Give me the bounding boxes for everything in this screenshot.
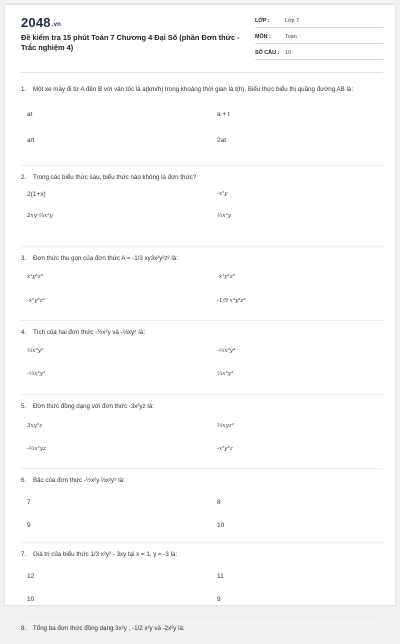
meta-row-subject: MÔN : Toán xyxy=(255,32,383,44)
option-b[interactable]: a + t xyxy=(217,111,230,118)
option-d[interactable]: 10 xyxy=(217,522,225,529)
option-c[interactable]: -⅓x³y⁵ xyxy=(27,371,46,377)
option-a[interactable]: 7 xyxy=(27,499,31,506)
question-3: 3. Đơn thức thu gọn của đơn thức A = -1/3 xy3x²y²z² là: x²y³z³ -x²y³z³ -x²y³z² -1/9 x³y³z³ xyxy=(21,255,246,304)
page-title: Đề kiểm tra 15 phút Toán 7 Chương 4 Đại Số (phần Đơn thức - Trắc nghiệm 4) xyxy=(21,33,240,52)
meta-table xyxy=(255,16,383,64)
option-a[interactable]: 3xy²z xyxy=(27,423,43,429)
option-a[interactable]: ⅓x³y⁵ xyxy=(27,348,44,354)
option-b[interactable]: -x²y³z³ xyxy=(217,274,235,280)
option-c[interactable]: 10 xyxy=(27,596,35,603)
question-2: 2. Trong các biểu thức sau, biểu thức nào không là đơn thức? 2(1+x) -x²y 2xy·⅔x²y ⅓x²y xyxy=(21,174,231,219)
option-d[interactable]: -1/9 x³y³z³ xyxy=(217,298,246,304)
option-d[interactable]: -x²y²z xyxy=(217,446,233,452)
question-1: 1. Một xe máy đi từ A đến B với vận tốc là a(km/h) trong khoảng thời gian là t(h). Biểu thức biểu thị quãng đường AB là: at a + t a/t 2at xyxy=(21,86,354,144)
option-d[interactable]: ⅓x²y xyxy=(217,213,231,219)
option-c[interactable]: 2xy·⅔x²y xyxy=(27,213,53,219)
option-c[interactable]: 9 xyxy=(27,522,31,529)
option-a[interactable]: at xyxy=(27,111,33,118)
option-b[interactable]: 11 xyxy=(217,573,224,580)
option-b[interactable]: ⅔xyz² xyxy=(217,423,234,429)
logo-suffix: .vn xyxy=(51,22,62,28)
option-c[interactable]: -⅔x²yz xyxy=(27,446,46,452)
meta-row-count: SỐ CÂU : 10 xyxy=(255,48,383,60)
option-d[interactable]: 9 xyxy=(217,596,221,603)
option-b[interactable]: -⅓x³y⁴ xyxy=(217,348,236,354)
question-7: 7. Giá trị của biểu thức 1/3 x²y² - 3xy tại x = 1, y = -3 là: 12 11 10 9 xyxy=(21,551,224,603)
option-b[interactable]: 8 xyxy=(217,499,221,506)
header xyxy=(5,5,395,65)
question-4: 4. Tích của hai đơn thức -½x²y và -⅔xy⁴ là: ⅓x³y⁵ -⅓x³y⁴ -⅓x³y⁵ ⅓x³y³ xyxy=(21,329,236,377)
site-logo[interactable]: 2048.vn xyxy=(21,15,62,30)
option-a[interactable]: 2(1+x) xyxy=(27,191,46,198)
question-list xyxy=(21,85,383,644)
option-a[interactable]: 12 xyxy=(27,573,35,580)
meta-row-class: LỚP : Lớp 7 xyxy=(255,16,383,28)
question-5: 5. Đơn thức đồng dạng với đơn thức -3x²yz là: 3xy²z ⅔xyz² -⅔x²yz -x²y²z xyxy=(21,403,234,452)
header-divider xyxy=(21,72,383,73)
option-c[interactable]: -x²y³z² xyxy=(27,298,45,304)
option-b[interactable]: -x²y xyxy=(217,191,228,197)
question-6: 6. Bậc của đơn thức -½x²y.⅔x²y⁵ là: 7 8 9 10 xyxy=(21,477,225,529)
option-d[interactable]: ⅓x³y³ xyxy=(217,371,234,377)
question-8: 8. Tổng ba đơn thức đồng dạng 3x²y , -1/2 x²y và -2x²y là: xyxy=(21,625,185,632)
option-a[interactable]: x²y³z³ xyxy=(27,274,43,280)
option-c[interactable]: a/t xyxy=(27,137,35,144)
worksheet-page xyxy=(5,5,395,632)
option-d[interactable]: 2at xyxy=(217,137,227,144)
